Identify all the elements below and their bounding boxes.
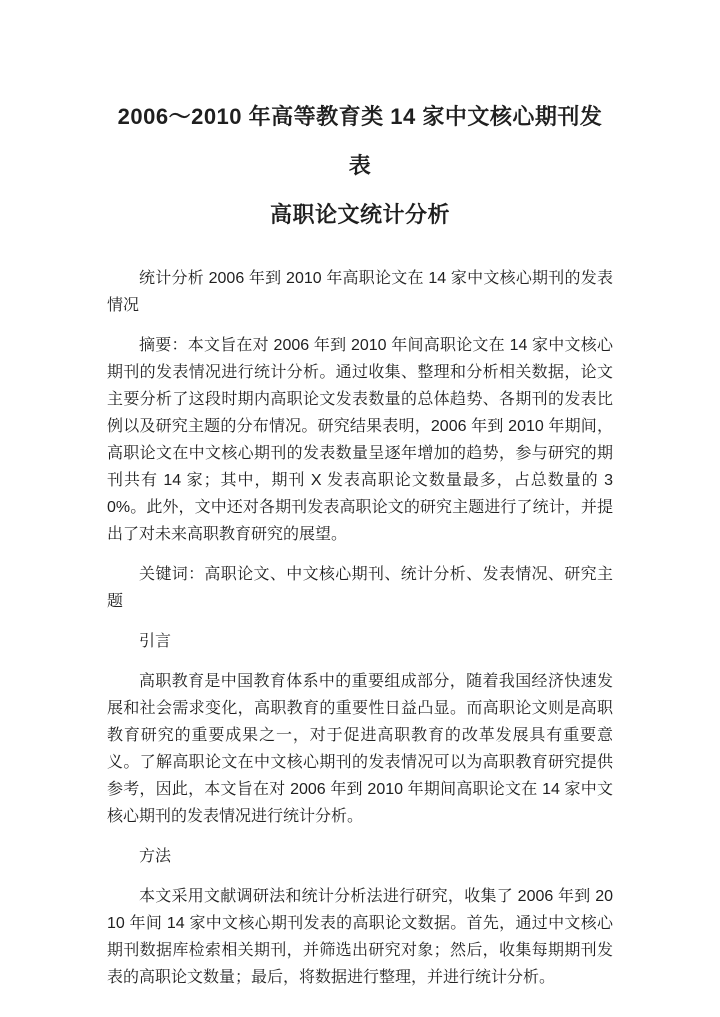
paragraph-introduction: 高职教育是中国教育体系中的重要组成部分，随着我国经济快速发展和社会需求变化，高职教育的重要性日益凸显。而高职论文则是高职教育研究的重要成果之一，对于促进高职教育的改革发展具有重要意义。了解高职论文在中文核心期刊的发表情况可以为高职教育研究提供参考，因此，本文旨在对 2006 年到 2010 年期间高职论文在 14 家中文核心期刊的发表情况进行统计分析。 [107,673,613,825]
section-heading-method: 方法 [139,848,172,865]
document-title-line-2: 高职论文统计分析 [269,202,450,227]
document-title [107,92,613,239]
section-heading-introduction: 引言 [139,633,172,650]
paragraph-overview: 统计分析 2006 年到 2010 年高职论文在 14 家中文核心期刊的发表情况 [107,270,613,314]
paragraph-keywords: 关键词：高职论文、中文核心期刊、统计分析、发表情况、研究主题 [107,566,613,610]
paragraph-method: 本文采用文献调研法和统计分析法进行研究，收集了 2006 年到 2010 年间 14 家中文核心期刊发表的高职论文数据。首先，通过中文核心期刊数据库检索相关期刊，并筛选出研究对象；然后，收集每期期刊发表的高职论文数量；最后，将数据进行整理，并进行统计分析。 [107,888,613,986]
paragraph-abstract: 摘要：本文旨在对 2006 年到 2010 年间高职论文在 14 家中文核心期刊的发表情况进行统计分析。通过收集、整理和分析相关数据，论文主要分析了这段时期内高职论文发表数量的总体趋势、各期刊的发表比例以及研究主题的分布情况。研究结果表明，2006 年到 2010 年期间，高职论文在中文核心期刊的发表数量呈逐年增加的趋势，参与研究的期刊共有 14 家；其中，期刊 X 发表高职论文数量最多，占总数量的 30%。此外，文中还对各期刊发表高职论文的研究主题进行了统计，并提出了对未来高职教育研究的展望。 [107,337,613,543]
document-title-line-1: 2006～2010 年高等教育类 14 家中文核心期刊发表 [117,104,603,178]
